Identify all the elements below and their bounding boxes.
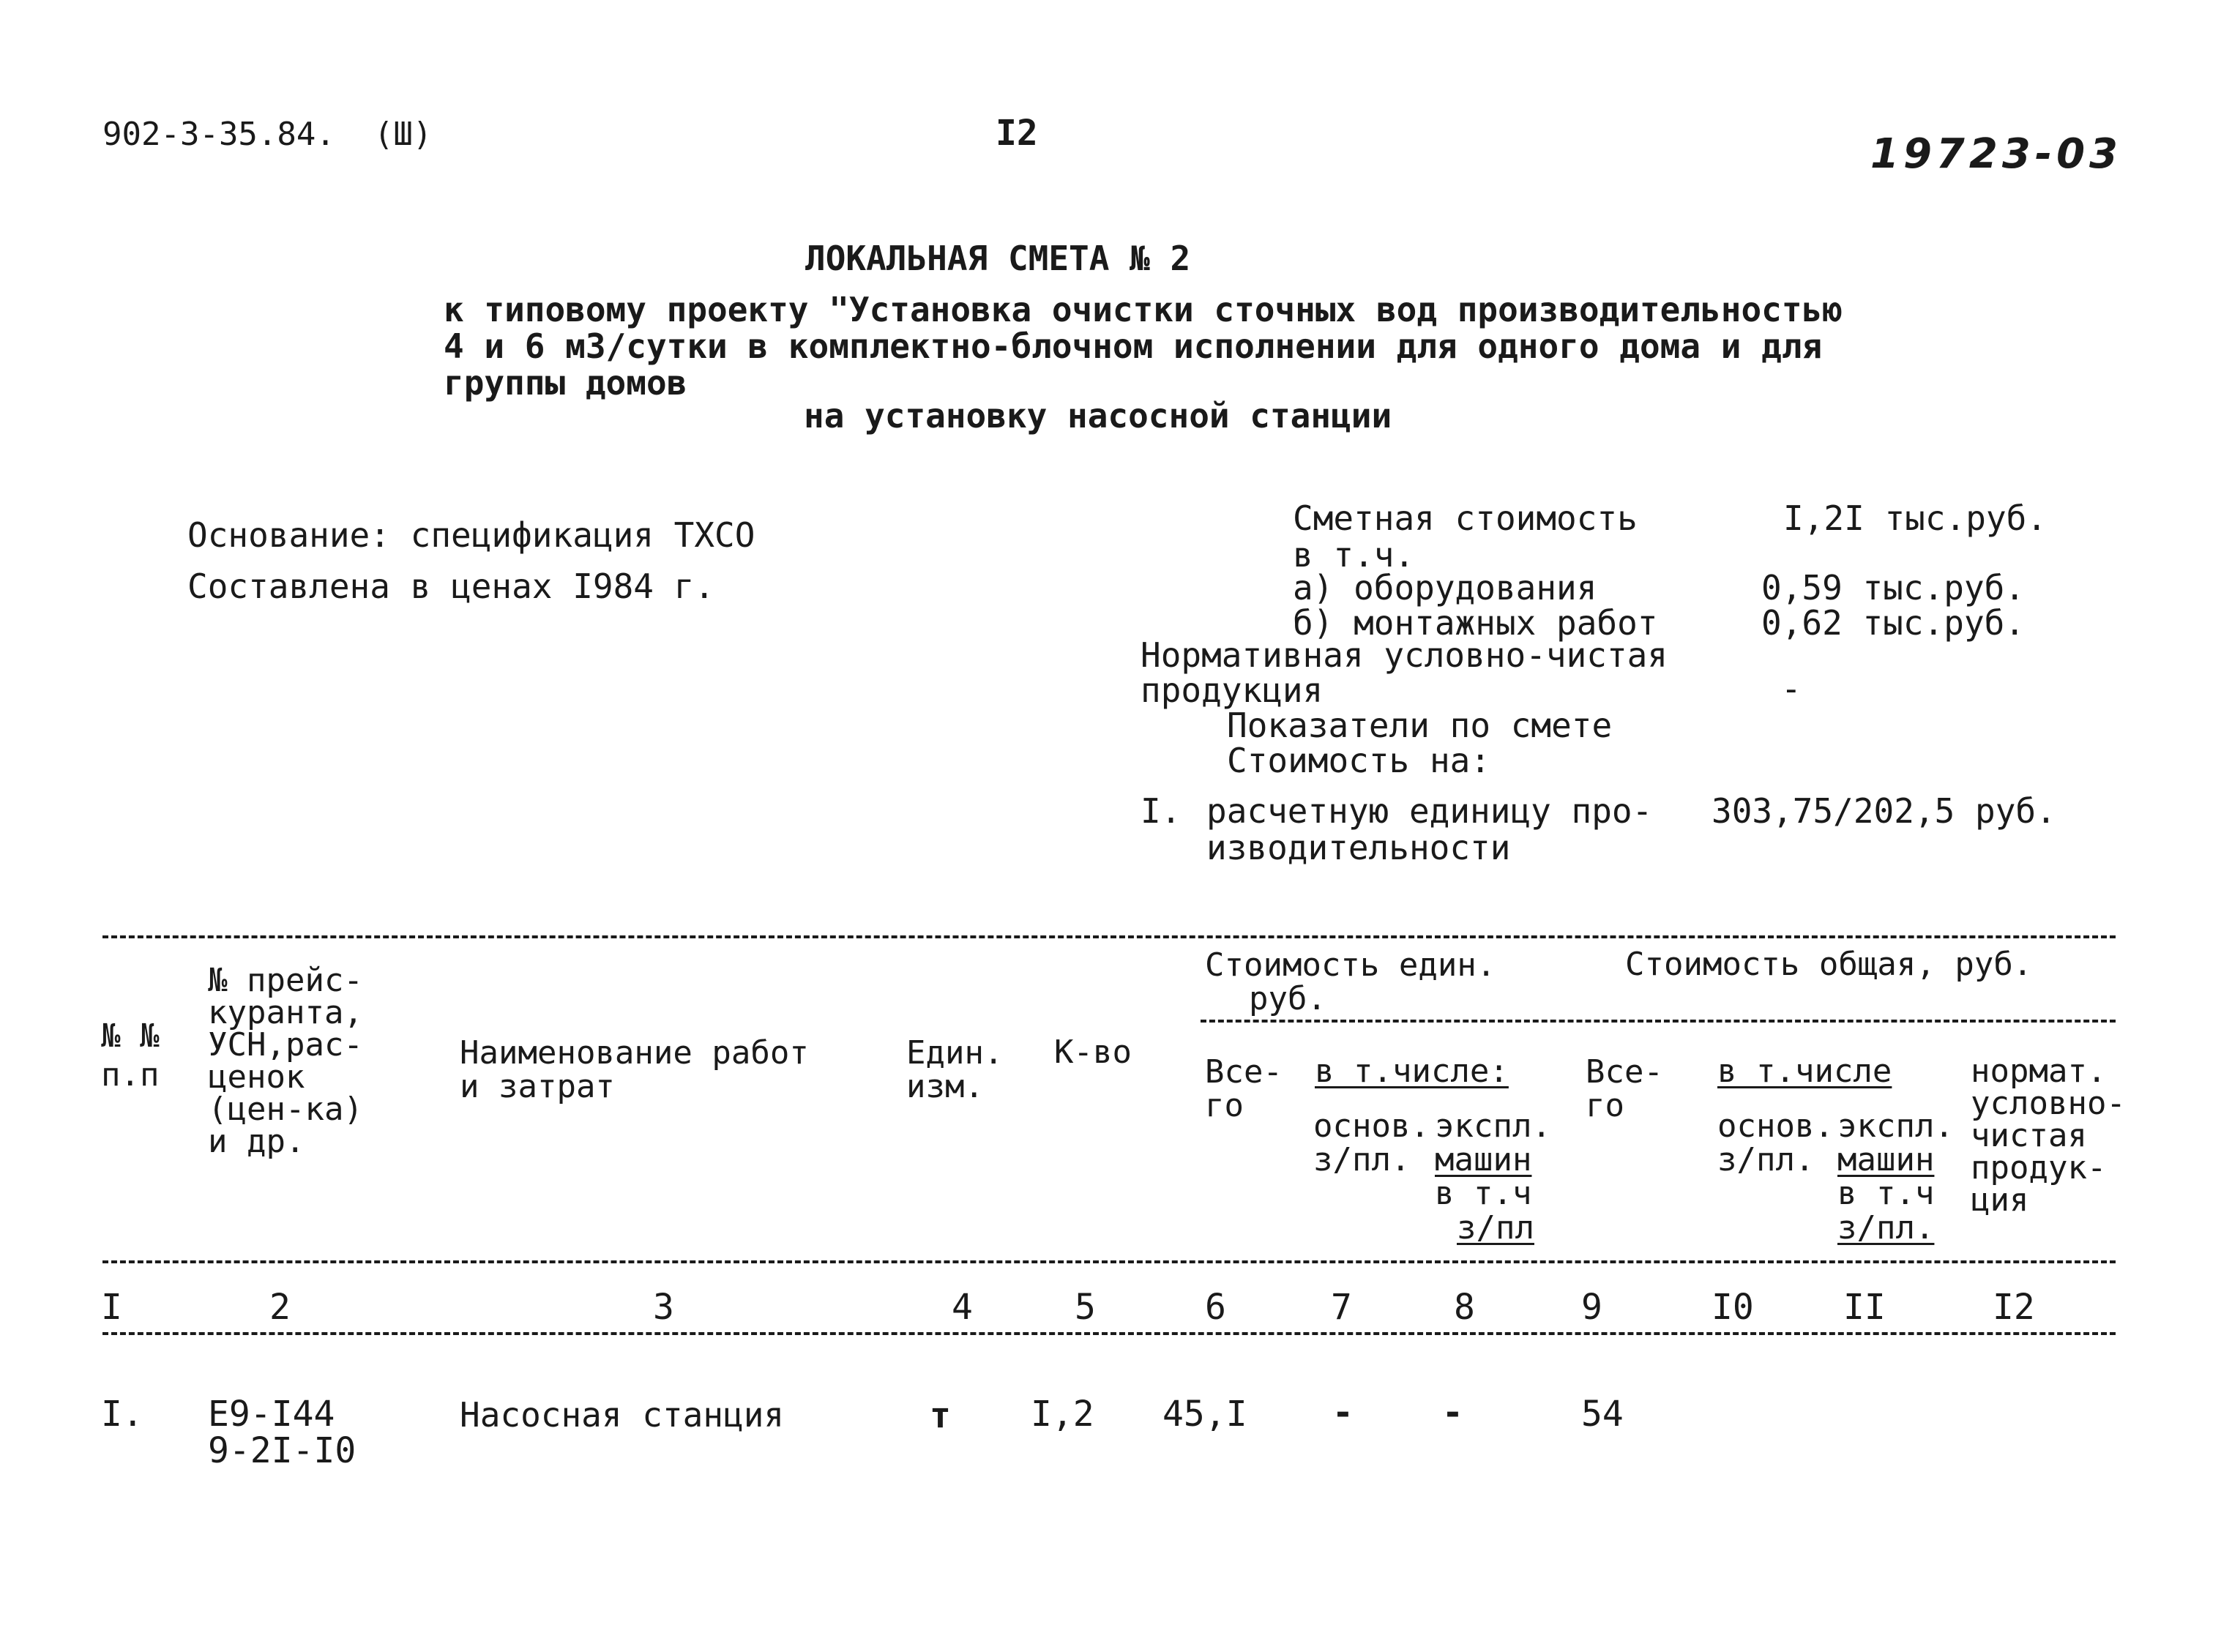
row-unit-machines: - (1442, 1392, 1463, 1433)
title-line-3: группы домов (444, 363, 687, 403)
normative-label-2: продукция (1141, 670, 1324, 710)
including-label: в т.ч. (1293, 535, 1415, 575)
group-header-rule (1201, 1020, 2116, 1023)
column-number-10: I0 (1712, 1287, 1754, 1328)
handwritten-number: 19723-03 (1870, 130, 2122, 178)
normative-value: - (1781, 669, 1802, 709)
installation-label: б) монтажных работ (1293, 603, 1658, 643)
column-number-5: 5 (1075, 1287, 1096, 1328)
column-number-3: 3 (653, 1287, 674, 1328)
column-number-12: I2 (1993, 1287, 2035, 1328)
row-code-2: 9-2I-I0 (208, 1430, 357, 1471)
equipment-value: 0,59 тыс.руб. (1761, 568, 2026, 608)
basis-foundation: Основание: спецификация ТХСО (187, 515, 755, 555)
col11-header: экспл. машин в т.ч з/пл. (1837, 1107, 1954, 1247)
indicators-label: Показатели по смете (1227, 706, 1613, 745)
row-unit: т (930, 1395, 951, 1436)
col1-header: № № п.п (101, 1017, 160, 1094)
estimated-cost-label: Сметная стоимость (1293, 498, 1638, 538)
column-numbers-rule (102, 1332, 2116, 1335)
indicator-item-label-2: изводительности (1206, 828, 1511, 867)
estimated-cost-value: I,2I тыс.руб. (1783, 498, 2048, 538)
equipment-label: а) оборудования (1293, 568, 1597, 608)
page-number: I2 (996, 113, 1038, 154)
header-bottom-rule (102, 1260, 2116, 1263)
col7-8-subgroup-header: в т.числе: (1315, 1053, 1509, 1090)
column-number-11: II (1843, 1287, 1886, 1328)
title-line-1: к типовому проекту "Установка очистки сточных вод производительностью (444, 290, 1843, 329)
col7-header: основ. з/пл. (1313, 1107, 1430, 1179)
row-unit-total: 45,I (1162, 1394, 1247, 1435)
col10-header: основ. з/пл. (1717, 1107, 1834, 1179)
title-line-2: 4 и 6 м3/сутки в комплектно-блочном исполнении для одного дома и для (444, 326, 1823, 366)
row-code-1: Е9-I44 (208, 1394, 335, 1435)
col6-header: Все- го (1205, 1053, 1283, 1125)
col5-header: К-во (1054, 1034, 1132, 1071)
row-name: Насосная станция (460, 1395, 785, 1435)
column-number-1: I (101, 1287, 122, 1328)
page-title: ЛОКАЛЬНАЯ СМЕТА № 2 (805, 239, 1191, 278)
column-number-9: 9 (1581, 1287, 1602, 1328)
column-number-6: 6 (1205, 1287, 1226, 1328)
col3-header: Наименование работ и затрат (460, 1034, 809, 1106)
document-code: 902-3-35.84. (Ш) (102, 116, 433, 153)
installation-value: 0,62 тыс.руб. (1761, 603, 2026, 643)
row-unit-wages: - (1332, 1392, 1354, 1433)
row-total: 54 (1581, 1394, 1624, 1435)
table-top-rule (102, 935, 2116, 938)
unit-cost-group-header: Стоимость един. руб. (1205, 946, 1496, 1018)
col2-header: № прейс- куранта, УСН,рас- ценок (цен-ка) и др. (208, 962, 363, 1160)
total-cost-group-header: Стоимость общая, руб. (1625, 946, 2033, 983)
col9-header: Все- го (1586, 1053, 1663, 1125)
indicator-item-value: 303,75/202,5 руб. (1712, 791, 2056, 831)
col4-header: Един. изм. (906, 1034, 1004, 1106)
title-line-4: на установку насосной станции (804, 396, 1392, 436)
indicator-item-number: I. (1141, 791, 1182, 831)
col12-header: нормат. условно- чистая продук- ция (1971, 1053, 2126, 1219)
col10-11-subgroup-header: в т.числе (1717, 1053, 1892, 1090)
basis-prices: Составлена в ценах I984 г. (187, 567, 715, 606)
column-number-7: 7 (1331, 1287, 1352, 1328)
column-number-4: 4 (952, 1287, 973, 1328)
normative-label-1: Нормативная условно-чистая (1141, 635, 1668, 675)
col8-header: экспл. машин в т.ч з/пл (1435, 1107, 1551, 1247)
row-number: I. (101, 1394, 143, 1435)
column-number-8: 8 (1454, 1287, 1475, 1328)
row-quantity: I,2 (1031, 1394, 1094, 1435)
cost-on-label: Стоимость на: (1227, 741, 1491, 780)
indicator-item-label-1: расчетную единицу про- (1206, 791, 1653, 831)
column-number-2: 2 (269, 1287, 291, 1328)
